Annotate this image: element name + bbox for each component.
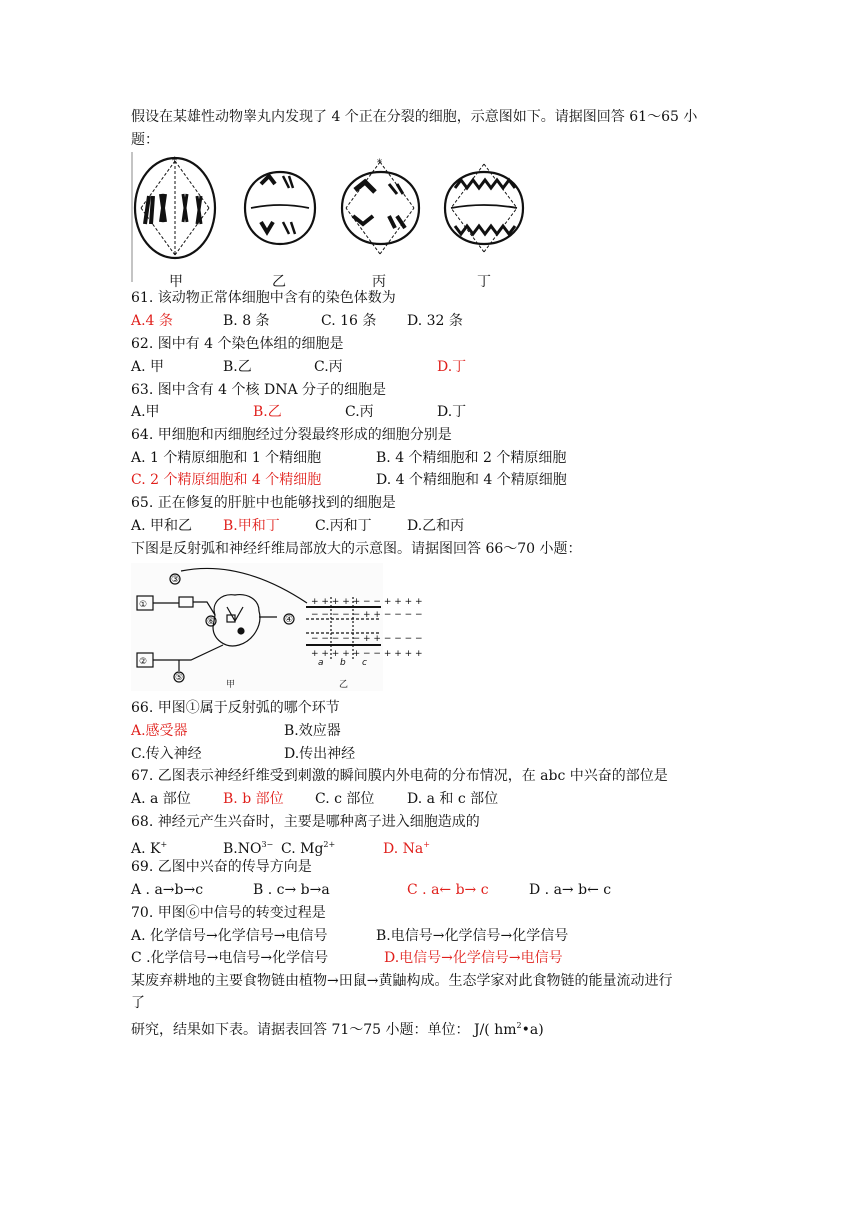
q67-option-b: B. b 部位 (223, 791, 284, 807)
intro-paragraph-2: 下图是反射弧和神经纤维局部放大的示意图。请据图回答 66～70 小题： (131, 541, 582, 557)
fig2-label-yi: 乙 (339, 680, 349, 690)
q64-options-row1 (131, 448, 731, 468)
svg-text:− − − − − + + − − − −: − − − − − + + − − − − (311, 610, 423, 620)
svg-text:− − − − − + + − − − −: − − − − − + + − − − − (311, 634, 423, 644)
q65-option-c: C.丙和丁 (315, 518, 372, 534)
q63-option-a: A.甲 (131, 404, 160, 420)
fig2-label-c: c (362, 658, 367, 668)
q70-option-a: A. 化学信号→化学信号→电信号 (131, 928, 328, 944)
fig2-label-3: ③ (171, 575, 180, 585)
q67-stem: 67. 乙图表示神经纤维受到刺激的瞬间膜内外电荷的分布情况，在 abc 中兴奋的部位是 (131, 768, 668, 784)
q66-stem: 66. 甲图①属于反射弧的哪个环节 (131, 700, 340, 716)
fig2-label-5: ⑤ (175, 673, 184, 683)
q69-options (131, 880, 731, 900)
q63-stem: 63. 图中含有 4 个核 DNA 分子的细胞是 (131, 382, 387, 398)
q67-option-d: D. a 和 c 部位 (407, 791, 499, 807)
q65-stem: 65. 正在修复的肝脏中也能够找到的细胞是 (131, 495, 396, 511)
q70-option-c: C .化学信号→电信号→化学信号 (131, 950, 329, 966)
cell-yi (245, 172, 315, 244)
reflex-arc-figure (131, 563, 423, 691)
q66-options-row1 (131, 721, 731, 741)
q64-option-b: B. 4 个精细胞和 2 个精原细胞 (376, 450, 567, 466)
q65-option-a: A. 甲和乙 (131, 518, 193, 534)
q61-option-a: A.4 条 (131, 313, 173, 329)
q64-option-c: C. 2 个精原细胞和 4 个精细胞 (131, 472, 322, 488)
q61-option-c: C. 16 条 (321, 313, 377, 329)
q70-option-d: D.电信号→化学信号→电信号 (384, 950, 563, 966)
intro-paragraph-1-cont: 题： (131, 132, 159, 148)
q67-option-c: C. c 部位 (315, 791, 375, 807)
q69-stem: 69. 乙图中兴奋的传导方向是 (131, 859, 312, 875)
intro-paragraph-3: 某废弃耕地的主要食物链由植物→田鼠→黄鼬构成。生态学家对此食物链的能量流动进行 (131, 973, 673, 989)
cell-jia (135, 156, 215, 258)
q68-stem: 68. 神经元产生兴奋时，主要是哪种离子进入细胞造成的 (131, 814, 480, 830)
q63-option-b: B.乙 (253, 404, 282, 420)
q63-option-c: C.丙 (345, 404, 374, 420)
q62-options (131, 357, 731, 377)
fig1-label-bing: 丙 (372, 274, 386, 290)
q62-stem: 62. 图中有 4 个染色体组的细胞是 (131, 336, 344, 352)
q61-options (131, 311, 731, 331)
q70-stem: 70. 甲图⑥中信号的转变过程是 (131, 905, 326, 921)
fig2-label-jia: 甲 (226, 680, 236, 690)
q62-option-d: D.丁 (437, 359, 467, 375)
q66-option-d: D.传出神经 (284, 746, 356, 762)
fig1-label-yi: 乙 (272, 274, 286, 290)
q68-option-a: A. K+ (131, 840, 168, 857)
fig2-label-b: b (340, 658, 346, 668)
q64-option-a: A. 1 个精原细胞和 1 个精细胞 (131, 450, 322, 466)
q65-option-b: B.甲和丁 (223, 518, 280, 534)
svg-text:*: * (377, 158, 382, 169)
q64-options-row2 (131, 470, 731, 490)
q65-options (131, 516, 731, 536)
svg-text:*: * (172, 156, 177, 167)
cell-bing (342, 158, 419, 254)
fig2-label-4: ④ (285, 615, 294, 625)
q65-option-d: D.乙和丙 (407, 518, 465, 534)
intro-paragraph-1: 假设在某雄性动物睾丸内发现了 4 个正在分裂的细胞，示意图如下。请据图回答 61～65 小 (131, 109, 698, 125)
cell-division-figure (131, 152, 526, 292)
q61-option-d: D. 32 条 (407, 313, 463, 329)
q66-option-b: B.效应器 (284, 723, 341, 739)
q68-option-b: $B.NO^{3-}$ (223, 840, 274, 857)
cell-ding (445, 164, 523, 252)
q66-option-c: C.传入神经 (131, 746, 202, 762)
svg-text:+ + + + + − − + + + +: + + + + + − − + + + + (311, 649, 423, 659)
fig2-label-a: a (318, 658, 324, 668)
fig1-label-ding: 丁 (477, 274, 491, 290)
q69-option-a: A . a→b→c (131, 882, 204, 898)
q62-option-c: C.丙 (314, 359, 343, 375)
q70-options-row2 (131, 948, 731, 968)
q62-option-b: B.乙 (223, 359, 252, 375)
q69-option-c: C . a← b→ c (407, 882, 489, 898)
q64-stem: 64. 甲细胞和丙细胞经过分裂最终形成的细胞分别是 (131, 427, 452, 443)
q66-option-a: A.感受器 (131, 723, 188, 739)
intro-paragraph-3-cont: 了 (131, 995, 145, 1011)
fig2-label-1: ① (139, 600, 148, 610)
q70-option-b: B.电信号→化学信号→化学信号 (376, 928, 569, 944)
q68-option-c: C. $Mg^{2+}$ (281, 840, 336, 857)
q67-options (131, 789, 731, 809)
fig2-label-2: ② (139, 657, 148, 667)
q69-option-d: D . a→ b← c (529, 882, 612, 898)
q68-option-d: D. Na+ (383, 840, 430, 857)
q64-option-d: D. 4 个精细胞和 4 个精原细胞 (376, 472, 567, 488)
q61-stem: 61. 该动物正常体细胞中含有的染色体数为 (131, 290, 396, 306)
intro-paragraph-4: 研究，结果如下表。请据表回答 71～75 小题：单位： J/( $hm^2•a$) (131, 1021, 544, 1038)
fig1-label-jia: 甲 (169, 274, 183, 290)
fig2-label-6: ⑥ (207, 617, 216, 627)
q69-option-b: B . c→ b→a (253, 882, 330, 898)
q63-options (131, 402, 731, 422)
q62-option-a: A. 甲 (131, 359, 165, 375)
q67-option-a: A. a 部位 (131, 791, 191, 807)
q63-option-d: D.丁 (437, 404, 467, 420)
q68-options (131, 835, 731, 855)
q70-options-row1 (131, 926, 731, 946)
q66-options-row2 (131, 744, 731, 764)
svg-text:+ + + + + − − + + + +: + + + + + − − + + + + (311, 597, 423, 607)
q61-option-b: B. 8 条 (223, 313, 270, 329)
